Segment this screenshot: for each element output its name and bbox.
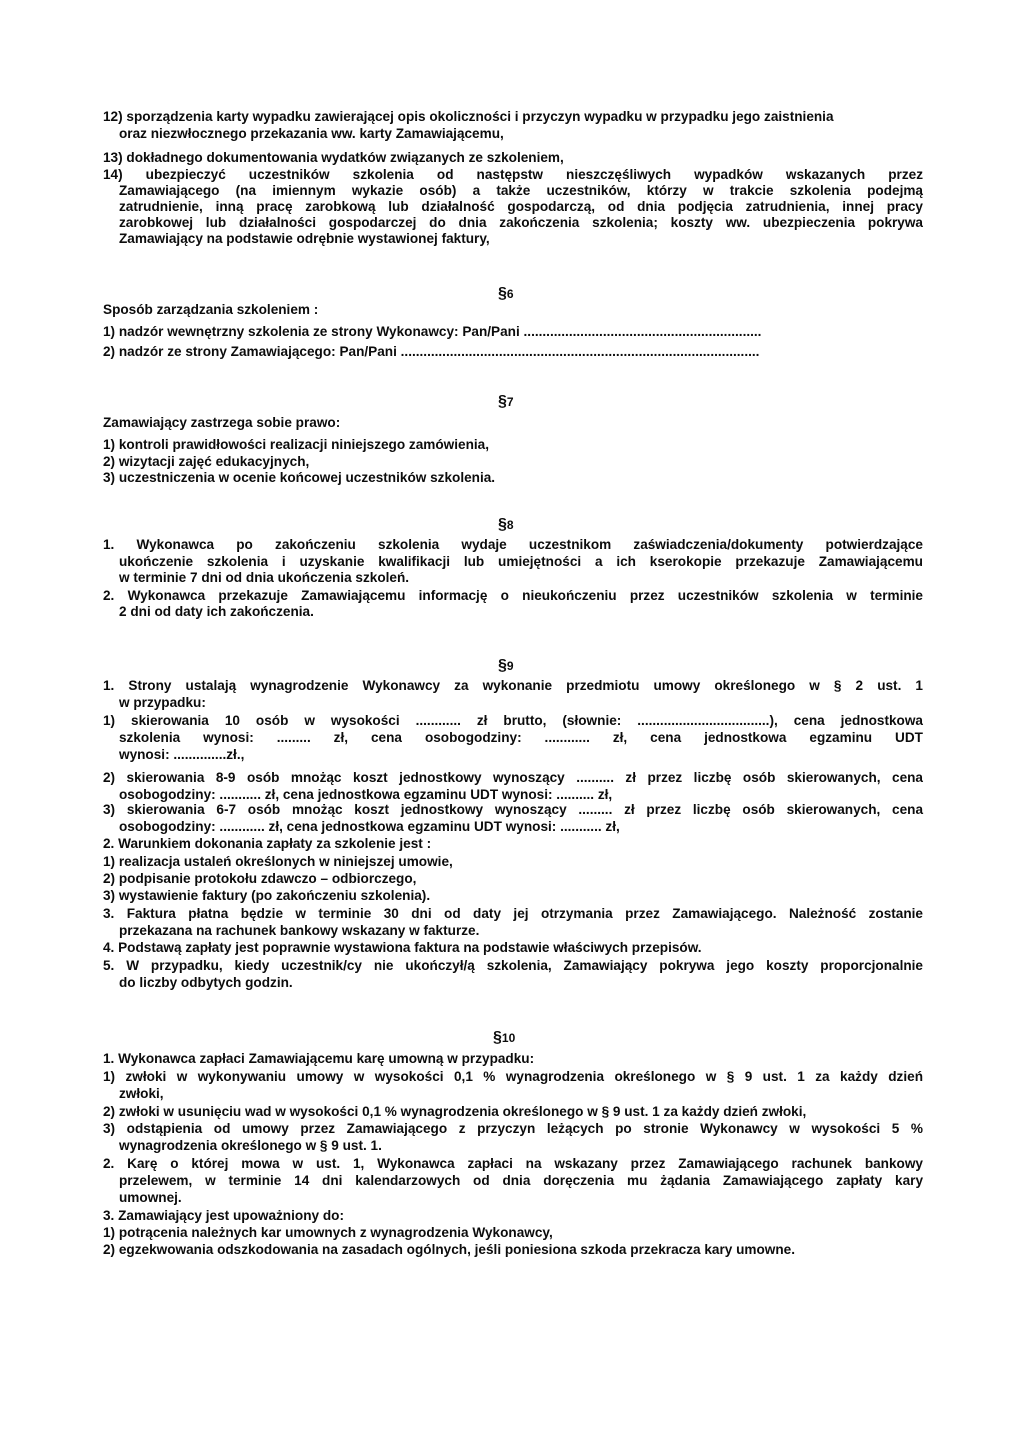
text-line: zarobkowej lub działalności gospodarczej do dnia zakończenia szkolenia; koszty ww. ubezpieczenia pokrywa <box>119 215 923 230</box>
text-line: 13) dokładnego dokumentowania wydatków związanych ze szkoleniem, <box>103 150 564 165</box>
text-line: 5. W przypadku, kiedy uczestnik/cy nie ukończył/ą szkolenia, Zamawiający pokrywa jego koszty proporcjonalnie <box>103 958 923 973</box>
text-line: 3. Zamawiający jest upoważniony do: <box>103 1208 344 1223</box>
text-line: 2) zwłoki w usunięciu wad w wysokości 0,1 % wynagrodzenia określonego w § 9 ust. 1 za każdy dzień zwłoki, <box>103 1104 807 1119</box>
text-line: 2. Warunkiem dokonania zapłaty za szkolenie jest : <box>103 836 432 851</box>
section-symbol: § <box>493 1029 502 1046</box>
text-line: 2) skierowania 8-9 osób mnożąc koszt jednostkowy wynoszący .......... zł przez liczbę osób skierowanych, cena <box>103 770 923 785</box>
section-number: 8 <box>506 518 514 532</box>
text-line: 2) wizytacji zajęć edukacyjnych, <box>103 454 310 469</box>
section-heading-10 <box>493 1029 515 1047</box>
text-line: 1) kontroli prawidłowości realizacji niniejszego zamówienia, <box>103 437 490 452</box>
text-line: umownej. <box>119 1190 182 1205</box>
section-symbol: § <box>498 393 507 410</box>
text-line: 1) nadzór wewnętrzny szkolenia ze strony Wykonawcy: Pan/Pani ............................................................... <box>103 324 762 339</box>
text-line: Sposób zarządzania szkoleniem : <box>103 302 319 317</box>
text-line: 3) uczestniczenia w ocenie końcowej uczestników szkolenia. <box>103 470 496 485</box>
text-line: 3) wystawienie faktury (po zakończeniu szkolenia). <box>103 888 431 903</box>
text-line: 1) potrącenia należnych kar umownych z wynagrodzenia Wykonawcy, <box>103 1225 553 1240</box>
text-line: Zamawiający zastrzega sobie prawo: <box>103 415 341 430</box>
text-line: wynosi: ..............zł., <box>119 747 245 762</box>
text-line: wynagrodzenia określonego w § 9 ust. 1. <box>119 1138 382 1153</box>
text-line: zwłoki, <box>119 1086 164 1101</box>
section-number: 7 <box>506 395 514 409</box>
text-line: 1) realizacja ustaleń określonych w niniejszej umowie, <box>103 854 453 869</box>
text-line: 2 dni od daty ich zakończenia. <box>119 604 314 619</box>
text-line: 2. Wykonawca przekazuje Zamawiającemu informację o nieukończeniu przez uczestników szkolenia w terminie <box>103 588 923 603</box>
text-line: 3) skierowania 6-7 osób mnożąc koszt jednostkowy wynoszący ......... zł przez liczbę osób skierowanych, cena <box>103 802 923 817</box>
text-line: osobogodziny: ........... zł, cena jednostkowa egzaminu UDT wynosi: .......... zł, <box>119 787 613 802</box>
text-line: 2) podpisanie protokołu zdawczo – odbiorczego, <box>103 871 417 886</box>
section-heading-8 <box>498 516 514 534</box>
text-line: 1. Wykonawca po zakończeniu szkolenia wydaje uczestnikom zaświadczenia/dokumenty potwierdzające <box>103 537 923 552</box>
section-number: 10 <box>501 1031 516 1045</box>
text-line: 2. Karę o której mowa w ust. 1, Wykonawca zapłaci na wskazany przez Zamawiającego rachunek bankowy <box>103 1156 923 1171</box>
text-line: Zamawiającego (na imiennym wykazie osób) a także uczestników, którzy w trakcie szkolenia podejmą <box>119 183 923 198</box>
text-line: w przypadku: <box>119 695 206 710</box>
text-line: osobogodziny: ............ zł, cena jednostkowa egzaminu UDT wynosi: ........... zł, <box>119 819 620 834</box>
text-line: szkolenia wynosi: ......... zł, cena osobogodziny: ............ zł, cena jednostkowa egzaminu UDT <box>119 730 923 745</box>
text-line: oraz niezwłocznego przekazania ww. karty Zamawiającemu, <box>119 126 504 141</box>
text-line: 12) sporządzenia karty wypadku zawierającej opis okoliczności i przyczyn wypadku w przypadku jego zaistnienia <box>103 109 834 124</box>
section-symbol: § <box>498 285 507 302</box>
section-symbol: § <box>498 516 507 533</box>
text-line: 3) odstąpienia od umowy przez Zamawiającego z przyczyn leżących po stronie Wykonawcy w wysokości 5 % <box>103 1121 923 1136</box>
text-line: przekazana na rachunek bankowy wskazany w fakturze. <box>119 923 480 938</box>
text-line: 1) skierowania 10 osób w wysokości ............ zł brutto, (słownie: ...................................), cena jednostkowa <box>103 713 923 728</box>
text-line: 1. Wykonawca zapłaci Zamawiającemu karę umowną w przypadku: <box>103 1051 535 1066</box>
text-line: 1) zwłoki w wykonywaniu umowy w wysokości 0,1 % wynagrodzenia określonego w § 9 ust. 1 za każdy dzień <box>103 1069 923 1084</box>
text-line: przelewem, w terminie 14 dni kalendarzowych od dnia doręczenia mu żądania Zamawiającego zapłaty kary <box>119 1173 923 1188</box>
text-line: do liczby odbytych godzin. <box>119 975 293 990</box>
section-number: 6 <box>506 287 514 301</box>
text-line: 2) egzekwowania odszkodowania na zasadach ogólnych, jeśli poniesiona szkoda przekracza kary umowne. <box>103 1242 795 1257</box>
section-number: 9 <box>506 659 514 673</box>
section-heading-7 <box>498 393 514 411</box>
text-line: 1. Strony ustalają wynagrodzenie Wykonawcy za wykonanie przedmiotu umowy określonego w § 2 ust. 1 <box>103 678 923 693</box>
section-heading-9 <box>498 657 514 675</box>
section-heading-6 <box>498 285 514 303</box>
text-line: 2) nadzór ze strony Zamawiającego: Pan/Pani ............................................................................................... <box>103 344 760 359</box>
text-line: 14) ubezpieczyć uczestników szkolenia od następstw nieszczęśliwych wypadków wskazanych przez <box>103 167 923 182</box>
text-line: Zamawiający na podstawie odrębnie wystawionej faktury, <box>119 231 490 246</box>
text-line: zatrudnienie, inną pracę zarobkową lub działalność gospodarczą, od dnia podjęcia zatrudnienia, innej pracy <box>119 199 923 214</box>
text-line: 4. Podstawą zapłaty jest poprawnie wystawiona faktura na podstawie właściwych przepisów. <box>103 940 702 955</box>
text-line: ukończenie szkolenia i uzyskanie kwalifikacji lub umiejętności a ich kserokopie przekazuje Zamawiającemu <box>119 554 923 569</box>
text-line: 3. Faktura płatna będzie w terminie 30 dni od daty jej otrzymania przez Zamawiającego. Należność zostanie <box>103 906 923 921</box>
text-line: w terminie 7 dni od dnia ukończenia szkoleń. <box>119 570 410 585</box>
section-symbol: § <box>498 657 507 674</box>
